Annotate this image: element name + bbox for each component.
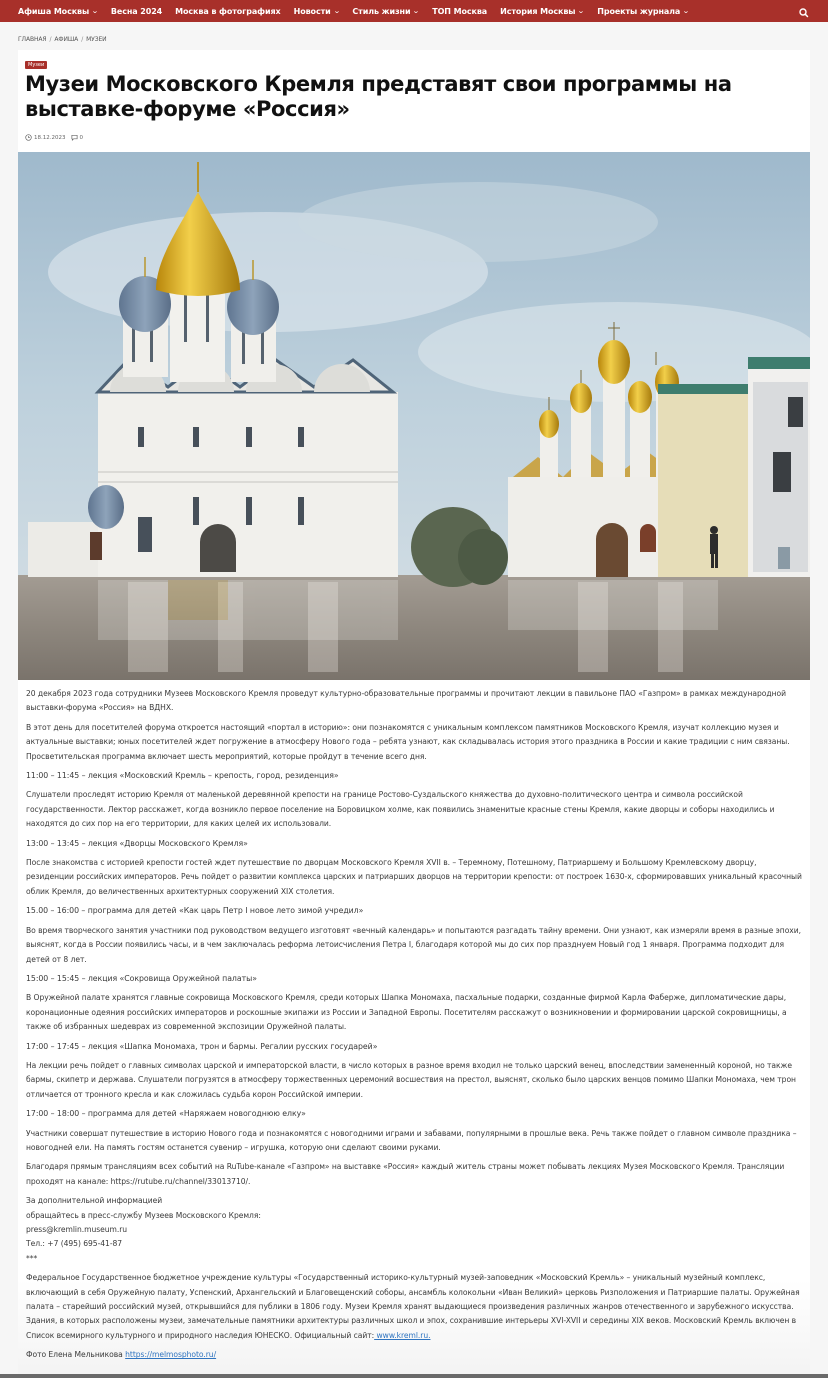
chevron-down-icon: ⌄: [682, 7, 690, 15]
breadcrumb-current: МУЗЕИ: [86, 36, 107, 43]
search-icon: [798, 7, 810, 19]
paragraph: 20 декабря 2023 года сотрудники Музеев Московского Кремля проведут культурно-образовательные программы и прочитают лекции в павильоне ПАО «Газпром» в рамках международной выставки-форума «Россия» на ВДНХ.: [26, 689, 786, 713]
article-body: [26, 687, 806, 1368]
about-paragraph: Федеральное Государственное бюджетное учреждение культуры «Государственный историко-культурный музей-заповедник «Московский Кремль» – уникальный музейный комплекс, включающий в себя Оружейную палату, Успенский, Архангельский и Благовещенский соборы, ансамбль колокольни «Иван Великий» церковь Ризположения и Патриаршие палаты. Оружейная палата – старейший российский музей, открывшийся для публики в 1806 году. Музеи Кремля хранят выдающиеся произведения различных жанров отечественного и зарубежного искусства. Здания, в которых расположены музеи, замечательные памятники архитектуры различных школ и эпох, сохранившие интерьеры XVI-XVII и середины XIX веков. Московский Кремль включен в Список всемирного культурного и природного наследия ЮНЕСКО. Официальный сайт: www.kreml.ru.: [26, 1273, 800, 1340]
article-card: [18, 50, 810, 1378]
breadcrumb-home[interactable]: ГЛАВНАЯ: [18, 36, 47, 43]
contact-email: press@kremlin.museum.ru: [26, 1225, 128, 1234]
paragraph: Во время творческого занятия участники под руководством ведущего изготовят «вечный календарь» и попытаются разгадать тайну времени. Они узнают, как измеряли время в разные эпохи, выяснят, когда в России появились часы, и в чем заключалась реформа летоисчисления Петра I, благодаря которой мы до сих пор празднуем Новый год 1 января. Программа подходит для детей от 8 лет.: [26, 925, 801, 964]
chevron-down-icon: ⌄: [577, 7, 586, 15]
nav-item-lifestyle[interactable]: Стиль жизни ⌄: [352, 6, 421, 16]
next-section-edge: [0, 1374, 828, 1378]
article-date: 18.12.2023: [34, 134, 66, 141]
contact-line: обращайтесь в пресс-службу Музеев Московского Кремля:: [26, 1210, 261, 1220]
paragraph: В Оружейной палате хранятся главные сокровища Московского Кремля, среди которых Шапка Мономаха, пасхальные подарки, созданные фирмой Карла Фаберже, дипломатические дары, коронационные одеяния российских императоров и роскошные экипажи из России и Западной Европы. Посетителям расскажут о возникновении и формировании царской сокровищницы, а также об избранных шедеврах из современной экспозиции Оружейной палаты.: [26, 993, 787, 1032]
article-title: Музеи Московского Кремля представят свои программы на выставке-форуме «Россия»: [25, 72, 732, 121]
paragraph: На лекции речь пойдет о главных символах царской и императорской власти, в число которых в разное время входил не только царский венец, впоследствии замененный короной, но также бармы, скипетр и держава. Слушатели погрузятся в атмосферу торжественных церемоний восшествия на престол, выяснят, сколько было царских венцов помимо Шапки Мономаха, чем трон отличается от тронного кресла и как сложилась судьба корон Российской империи.: [26, 1060, 796, 1099]
main-nav: [0, 0, 828, 22]
program-item-heading: 13:00 – 13:45 – лекция «Дворцы Московского Кремля»: [26, 838, 248, 848]
nav-item-news[interactable]: Новости ⌄: [293, 6, 341, 16]
chevron-down-icon: ⌄: [412, 7, 421, 15]
comments-link[interactable]: [71, 134, 84, 141]
nav-item-moscow-history[interactable]: История Москвы ⌄: [500, 6, 586, 16]
clock-icon: [25, 134, 32, 141]
contact-phone: Тел.: +7 (495) 695-41-87: [26, 1239, 123, 1249]
paragraph: В этот день для посетителей форума откроется настоящий «портал в историю»: они познакомятся с уникальным комплексом памятников Московского Кремля, изучат коллекцию музея и актуальные выставки; юных посетителей ждет погружение в атмосферу Нового года – ребята узнают, как складывалась история этого праздника в России и какие традиции с ним связаны. Просветительская программа включает шесть мероприятий, которые пройдут в течение всего дня.: [26, 722, 790, 761]
contact-line: За дополнительной информацией: [26, 1196, 163, 1206]
paragraph: Слушатели проследят историю Кремля от маленькой деревянной крепости на границе Ростово-Суздальского княжества до духовно-политического центра и символа российской государственности. Лектор расскажет, когда возникло первое поселение на Боровицком холме, как появились знаменитые красные стены Кремля, какие дворцы и соборы находились и находятся до сих пор на его территории, для каких целей их использовали.: [26, 790, 775, 829]
program-item-heading: 11:00 – 11:45 – лекция «Московский Кремль – крепость, город, резиденция»: [26, 771, 339, 781]
chevron-down-icon: ⌄: [332, 7, 341, 15]
program-item-heading: 15:00 – 15:45 – лекция «Сокровища Оружейной палаты»: [26, 973, 257, 983]
paragraph: Участники совершат путешествие в историю Нового года и познакомятся с новогодними играми и забавами, популярными в прошлые века. Речь также пойдет о главном символе праздника – новогодней ели. На память гостям останется сувенир – игрушка, которую они сделают своими руками.: [26, 1128, 797, 1152]
comment-icon: [71, 134, 78, 141]
paragraph: После знакомства с историей крепости гостей ждет путешествие по дворцам Московского Кремля XVII в. – Теремному, Потешному, Патриаршему и Большому Кремлевскому дворцу, резиденции российских императоров. Речь пойдет о развитии комплекса царских и патриарших дворцов на территории крепости: от построек 1630-х, сформировавших уникальный красочный облик Кремля, до величественных архитектурных сооружений XIX столетия.: [26, 858, 802, 896]
paragraph: Благодаря прямым трансляциям всех событий на RuTube-канале «Газпром» на выставке «Россия» каждый житель страны может побывать лекциях Музея Московского Кремля. Трансляции проходят на канале: https://rutube.ru/channel/33013710/.: [26, 1162, 785, 1186]
nav-item-journal-projects[interactable]: Проекты журнала ⌄: [597, 6, 690, 16]
search-button[interactable]: [798, 4, 810, 16]
program-item-heading: 17:00 – 17:45 – лекция «Шапка Мономаха, трон и бармы. Регалии русских государей»: [26, 1041, 378, 1051]
breadcrumb-afisha[interactable]: АФИША: [54, 36, 79, 43]
hero-image: [18, 152, 810, 680]
photographer-link[interactable]: https://melmosphoto.ru/: [125, 1350, 217, 1360]
program-item-heading: 15.00 – 16:00 – программа для детей «Как царь Петр I новое лето зимой учредил»: [26, 906, 364, 916]
category-badge[interactable]: Музеи: [25, 61, 47, 69]
nav-item-afisha[interactable]: Афиша Москвы ⌄: [18, 6, 99, 16]
breadcrumb-separator: /: [81, 36, 84, 43]
chevron-down-icon: ⌄: [91, 7, 99, 15]
breadcrumb: [18, 36, 107, 43]
nav-item-top-moscow[interactable]: ТОП Москва: [432, 6, 488, 16]
breadcrumb-separator: /: [49, 36, 52, 43]
nav-item-spring-2024[interactable]: Весна 2024: [110, 6, 163, 16]
separator-stars: ***: [26, 1253, 38, 1263]
program-item-heading: 17:00 – 18:00 – программа для детей «Наряжаем новогоднюю елку»: [26, 1109, 306, 1119]
nav-item-moscow-photos[interactable]: Москва в фотографиях: [175, 6, 281, 16]
official-site-link[interactable]: www.kreml.ru.: [374, 1330, 431, 1340]
comments-count: 0: [79, 134, 83, 141]
article-meta: [25, 134, 83, 141]
photo-credit: Фото Елена Мельникова https://melmosphoto.ru/: [26, 1350, 217, 1360]
